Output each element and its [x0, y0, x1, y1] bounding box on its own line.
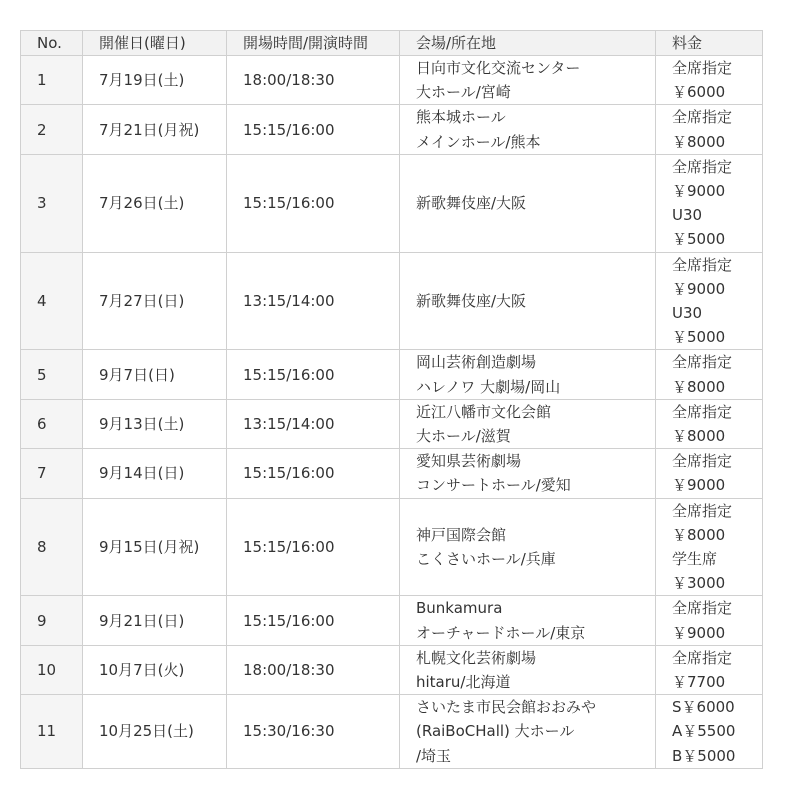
- venue-line: メインホール/熊本: [416, 132, 541, 151]
- row-venue: [400, 252, 656, 350]
- venue-line: 大ホール/滋賀: [416, 427, 511, 446]
- row-price: [656, 645, 763, 694]
- row-price: [656, 56, 763, 105]
- venue-line: Bunkamura: [416, 599, 503, 618]
- table-row: [21, 695, 763, 769]
- price-line: ￥5000: [672, 328, 726, 347]
- row-venue: [400, 154, 656, 252]
- row-venue: [400, 105, 656, 154]
- row-price: [656, 350, 763, 399]
- row-venue: [400, 498, 656, 596]
- price-line: 全席指定: [672, 501, 733, 520]
- price-line: ￥7700: [672, 673, 726, 692]
- row-time: 15:15/16:00: [227, 498, 400, 596]
- row-time: 15:15/16:00: [227, 449, 400, 498]
- venue-line: 近江八幡市文化会館: [416, 402, 552, 421]
- price-line: ￥8000: [672, 427, 726, 446]
- row-time: 15:15/16:00: [227, 596, 400, 645]
- row-price: [656, 105, 763, 154]
- price-line: 全席指定: [672, 452, 733, 471]
- row-price: [656, 596, 763, 645]
- schedule-table-wrapper: [20, 30, 763, 769]
- row-no: 5: [21, 350, 83, 399]
- row-price: [656, 252, 763, 350]
- venue-line: hitaru/北海道: [416, 673, 511, 692]
- price-line: ￥3000: [672, 574, 726, 593]
- header-date: 開催日(曜日): [83, 31, 227, 56]
- row-price: [656, 449, 763, 498]
- row-time: 13:15/14:00: [227, 252, 400, 350]
- price-line: ￥8000: [672, 377, 726, 396]
- price-line: 全席指定: [672, 599, 733, 618]
- table-row: [21, 105, 763, 154]
- row-date: 7月26日(土): [83, 154, 227, 252]
- row-time: 13:15/14:00: [227, 399, 400, 448]
- price-line: ￥8000: [672, 525, 726, 544]
- price-line: ￥9000: [672, 279, 726, 298]
- venue-line: 札幌文化芸術劇場: [416, 648, 537, 667]
- row-date: 7月19日(土): [83, 56, 227, 105]
- row-time: 15:30/16:30: [227, 695, 400, 769]
- row-no: 4: [21, 252, 83, 350]
- row-no: 1: [21, 56, 83, 105]
- table-body: [21, 56, 763, 769]
- venue-line: 日向市文化交流センター: [416, 59, 581, 77]
- price-line: U30: [672, 304, 703, 323]
- row-no: 8: [21, 498, 83, 596]
- venue-line: 愛知県芸術劇場: [416, 452, 522, 471]
- venue-line: コンサートホール/愛知: [416, 476, 571, 495]
- header-price: 料金: [656, 31, 763, 56]
- table-row: [21, 56, 763, 105]
- price-line: ￥6000: [672, 83, 726, 102]
- venue-line: こくさいホール/兵庫: [416, 550, 556, 569]
- venue-line: 岡山芸術創造劇場: [416, 353, 537, 372]
- venue-line: (RaiBoCHall) 大ホール: [416, 722, 575, 741]
- header-no: No.: [21, 31, 83, 56]
- row-date: 9月15日(月祝): [83, 498, 227, 596]
- row-price: [656, 498, 763, 596]
- row-date: 7月27日(日): [83, 252, 227, 350]
- row-venue: [400, 596, 656, 645]
- row-no: 11: [21, 695, 83, 769]
- table-header-row: [21, 31, 763, 56]
- row-price: [656, 399, 763, 448]
- price-line: ￥9000: [672, 476, 726, 495]
- row-price: [656, 154, 763, 252]
- row-venue: [400, 399, 656, 448]
- price-line: 全席指定: [672, 157, 733, 176]
- row-date: 9月7日(日): [83, 350, 227, 399]
- row-time: 18:00/18:30: [227, 645, 400, 694]
- row-no: 10: [21, 645, 83, 694]
- table-row: [21, 252, 763, 350]
- table-row: [21, 399, 763, 448]
- venue-line: オーチャードホール/東京: [416, 623, 586, 642]
- row-time: 15:15/16:00: [227, 350, 400, 399]
- row-no: 9: [21, 596, 83, 645]
- row-no: 3: [21, 154, 83, 252]
- row-no: 6: [21, 399, 83, 448]
- venue-line: ハレノワ 大劇場/岡山: [416, 377, 561, 396]
- venue-line: /埼玉: [416, 746, 452, 765]
- table-row: [21, 596, 763, 645]
- row-time: 15:15/16:00: [227, 105, 400, 154]
- price-line: U30: [672, 206, 703, 225]
- row-date: 9月13日(土): [83, 399, 227, 448]
- row-date: 7月21日(月祝): [83, 105, 227, 154]
- row-date: 9月14日(日): [83, 449, 227, 498]
- price-line: 全席指定: [672, 59, 733, 77]
- header-venue: 会場/所在地: [400, 31, 656, 56]
- row-no: 2: [21, 105, 83, 154]
- row-venue: [400, 645, 656, 694]
- price-line: ￥9000: [672, 623, 726, 642]
- row-venue: [400, 56, 656, 105]
- price-line: 全席指定: [672, 353, 733, 372]
- row-venue: [400, 350, 656, 399]
- table-row: [21, 350, 763, 399]
- row-venue: [400, 449, 656, 498]
- table-row: [21, 645, 763, 694]
- price-line: ￥8000: [672, 132, 726, 151]
- price-line: 学生席: [672, 550, 718, 569]
- row-date: 10月25日(土): [83, 695, 227, 769]
- venue-line: 大ホール/宮崎: [416, 83, 511, 102]
- venue-line: 神戸国際会館: [416, 525, 507, 544]
- table-row: [21, 498, 763, 596]
- header-time: 開場時間/開演時間: [227, 31, 400, 56]
- price-line: 全席指定: [672, 255, 733, 274]
- row-time: 18:00/18:30: [227, 56, 400, 105]
- venue-line: 熊本城ホール: [416, 108, 506, 127]
- row-date: 10月7日(火): [83, 645, 227, 694]
- price-line: 全席指定: [672, 402, 733, 421]
- row-no: 7: [21, 449, 83, 498]
- schedule-table: [20, 30, 763, 769]
- price-line: B￥5000: [672, 746, 736, 765]
- row-venue: [400, 695, 656, 769]
- venue-line: さいたま市民会館おおみや: [416, 698, 597, 717]
- table-row: [21, 154, 763, 252]
- price-line: 全席指定: [672, 108, 733, 127]
- price-line: ￥5000: [672, 230, 726, 249]
- price-line: S￥6000: [672, 698, 735, 717]
- row-price: [656, 695, 763, 769]
- table-row: [21, 449, 763, 498]
- row-date: 9月21日(日): [83, 596, 227, 645]
- price-line: ￥9000: [672, 182, 726, 201]
- venue-line: 新歌舞伎座/大阪: [416, 194, 527, 213]
- row-time: 15:15/16:00: [227, 154, 400, 252]
- price-line: 全席指定: [672, 648, 733, 667]
- price-line: A￥5500: [672, 722, 736, 741]
- venue-line: 新歌舞伎座/大阪: [416, 291, 527, 310]
